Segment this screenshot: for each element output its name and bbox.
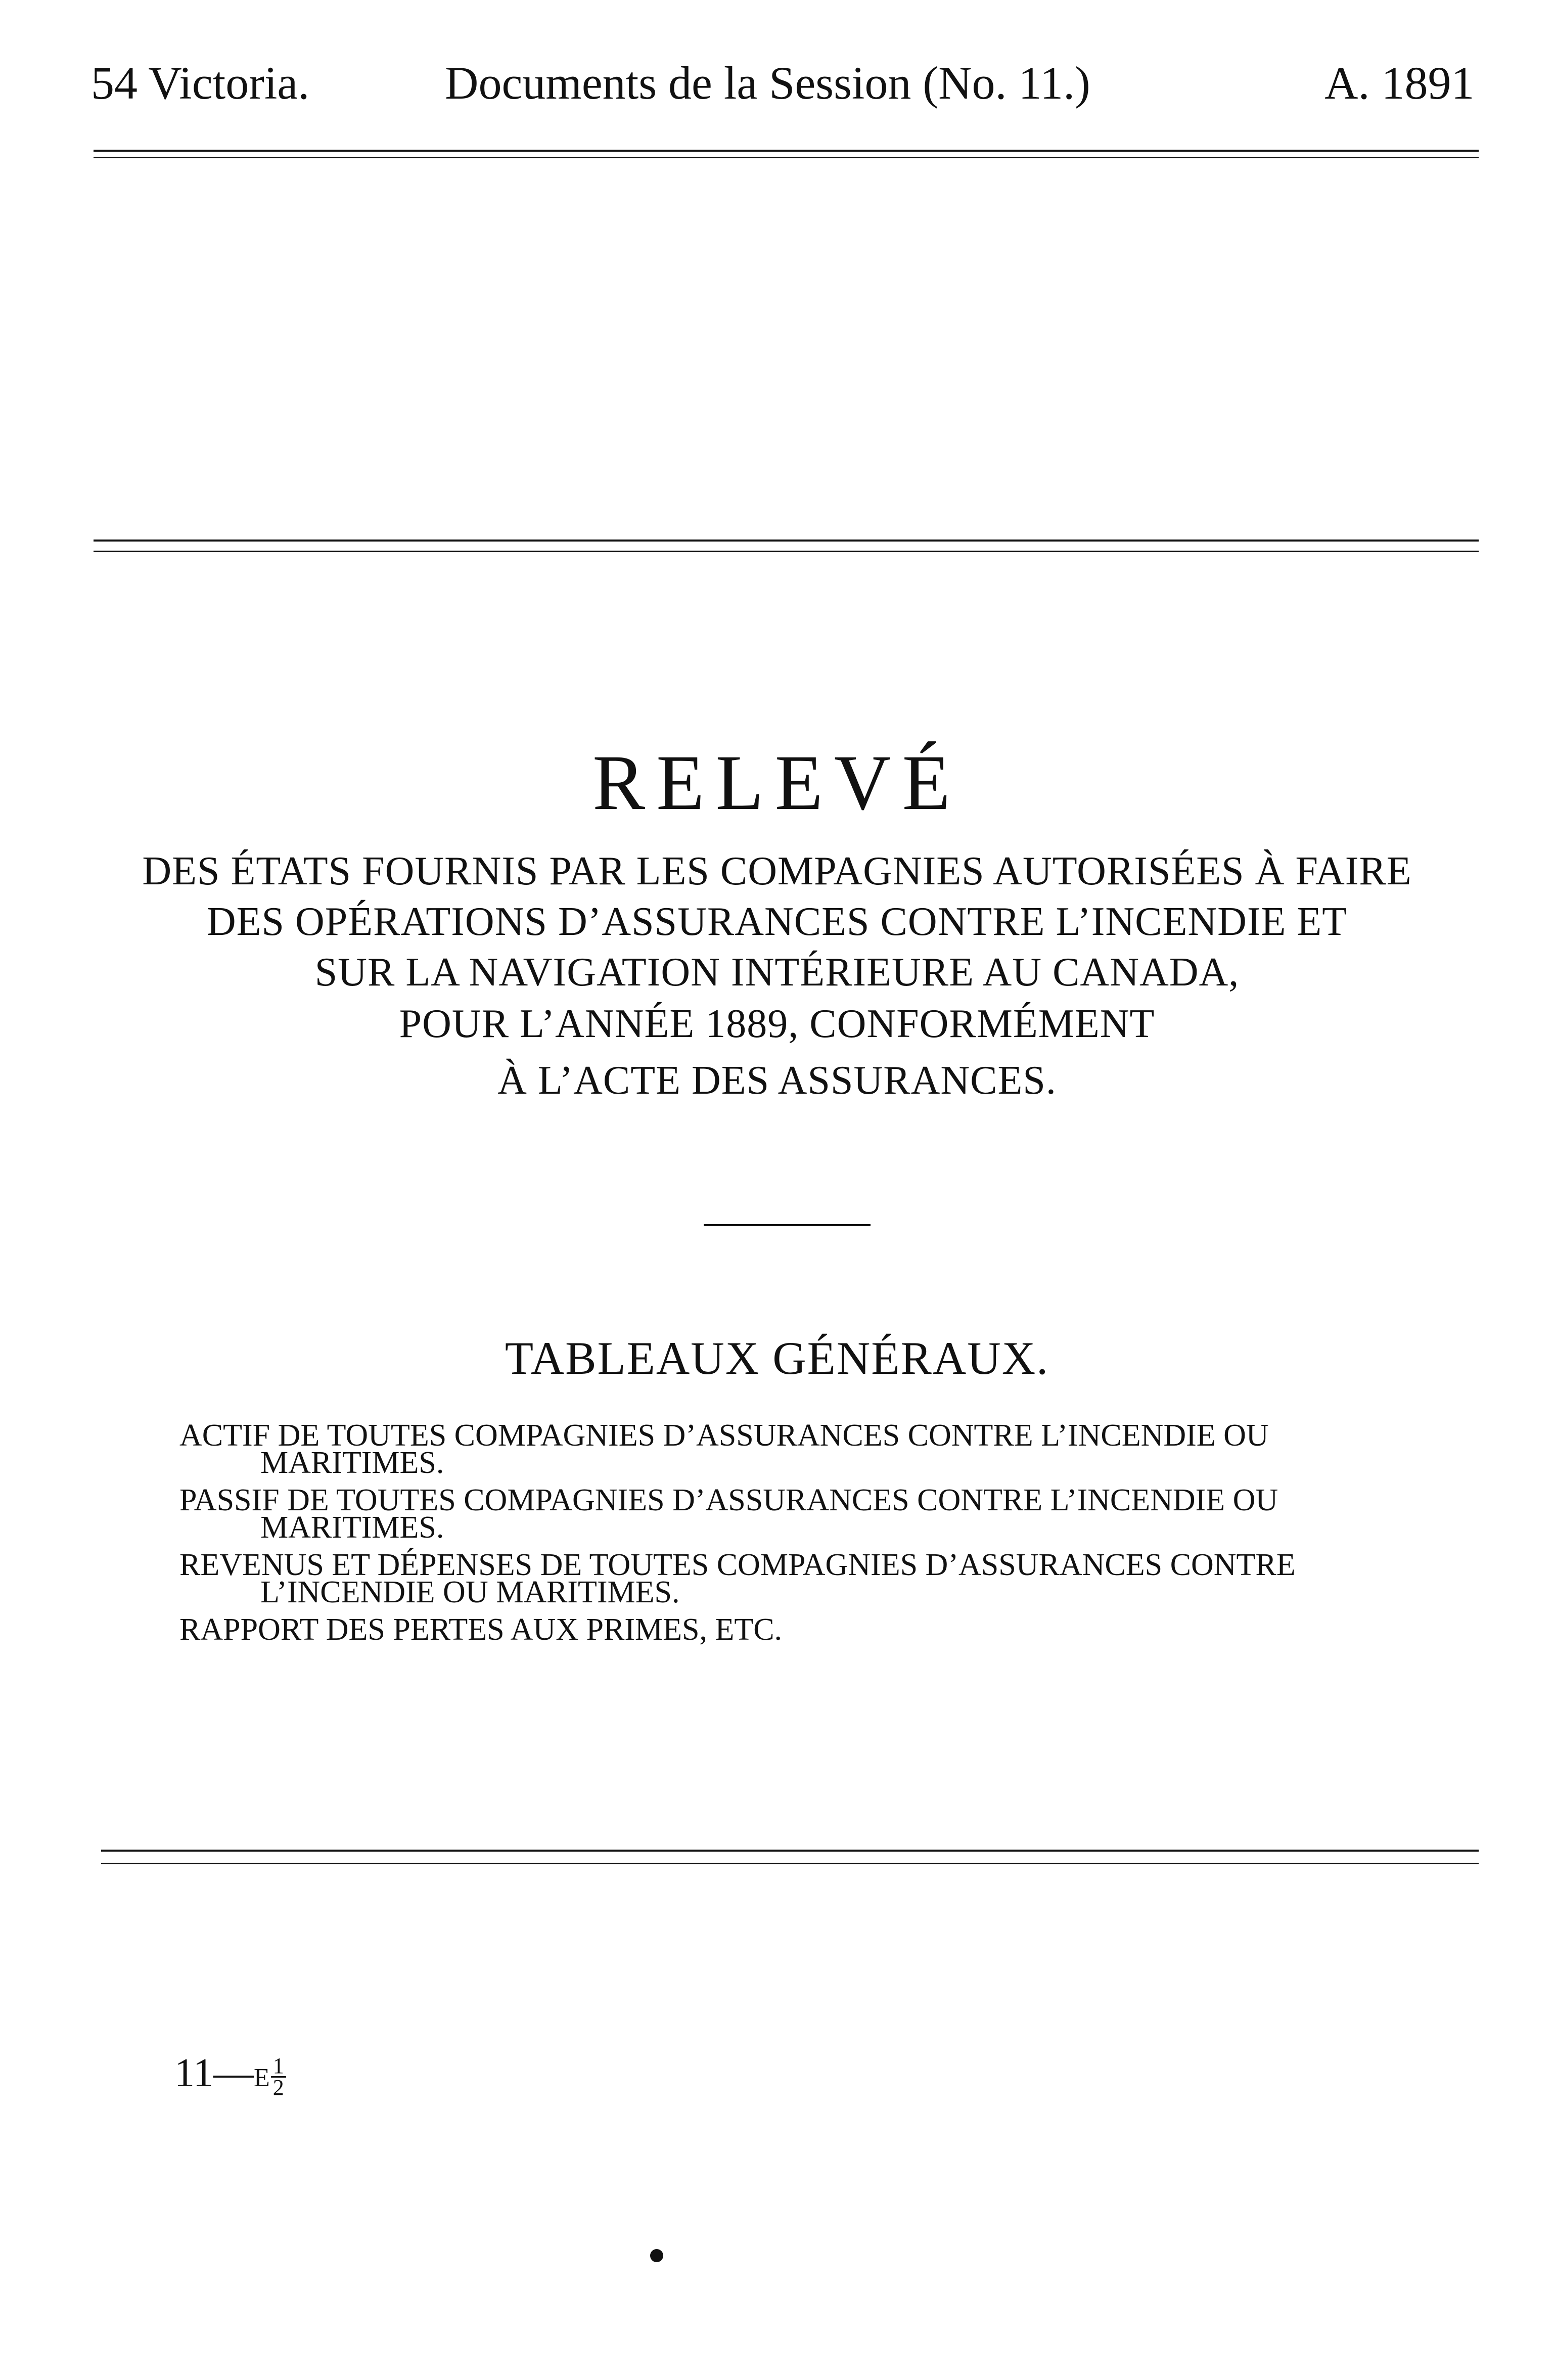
list-item: ACTIF DE TOUTES COMPAGNIES D’ASSURANCES CONTRE L’INCENDIE OU MARITIMES.: [179, 1418, 1269, 1480]
lower-rule-bottom: [101, 1863, 1479, 1864]
document-title: RELEVÉ: [592, 739, 962, 826]
section-divider: [704, 1224, 871, 1226]
signature-number: 11—: [174, 2051, 254, 2095]
subtitle-line: SUR LA NAVIGATION INTÉRIEURE AU CANADA,: [314, 950, 1240, 995]
upper-rule-bottom: [94, 551, 1479, 552]
subtitle-line: À L’ACTE DES ASSURANCES.: [497, 1058, 1057, 1103]
header-title: Documents de la Session (No. 11.): [445, 57, 1090, 109]
section-title: TABLEAUX GÉNÉRAUX.: [505, 1332, 1049, 1384]
signature-letter: E: [254, 2063, 270, 2092]
subtitle-line: DES OPÉRATIONS D’ASSURANCES CONTRE L’INCENDIE ET: [206, 900, 1348, 944]
header-left: 54 Victoria.: [91, 57, 310, 109]
ink-dot: [650, 2249, 663, 2262]
fraction-denominator: 2: [272, 2075, 284, 2100]
list-item: RAPPORT DES PERTES AUX PRIMES, ETC.: [179, 1612, 783, 1647]
header-right: A. 1891: [1324, 57, 1475, 109]
subtitle-line: POUR L’ANNÉE 1889, CONFORMÉMENT: [399, 1002, 1155, 1046]
upper-rule-top: [94, 540, 1479, 542]
list-item: PASSIF DE TOUTES COMPAGNIES D’ASSURANCES CONTRE L’INCENDIE OU MARITIMES.: [179, 1483, 1278, 1545]
header-rule-top: [94, 150, 1479, 152]
signature-mark: [174, 2053, 286, 2098]
header-rule-bottom: [94, 157, 1479, 158]
signature-fraction: [271, 2053, 286, 2100]
lower-rule-top: [101, 1850, 1479, 1852]
list-item: REVENUS ET DÉPENSES DE TOUTES COMPAGNIES D’ASSURANCES CONTRE L’INCENDIE OU MARITIMES.: [179, 1548, 1296, 1609]
contents-list: [179, 1418, 1413, 1653]
fraction-numerator: 1: [271, 2056, 286, 2078]
subtitle-line: DES ÉTATS FOURNIS PAR LES COMPAGNIES AUTORISÉES À FAIRE: [142, 849, 1412, 893]
